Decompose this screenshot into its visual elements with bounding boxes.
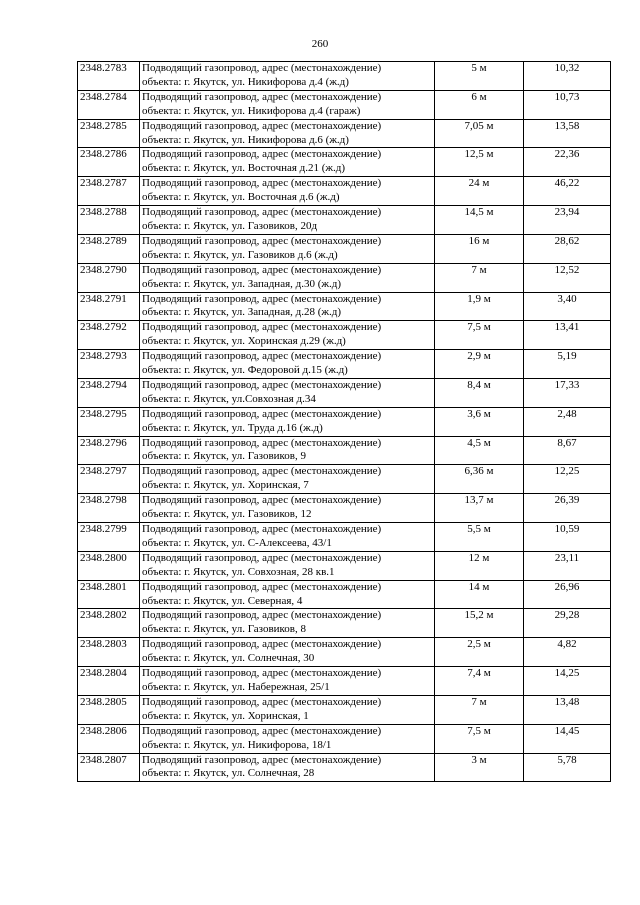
object-description-cell [140,638,435,667]
table-row [78,177,611,206]
length-cell: 15,2 м [435,609,524,638]
description-line-1: Подводящий газопровод, адрес (местонахождение) [142,177,382,190]
registry-table-body [78,62,611,782]
description-line-1: Подводящий газопровод, адрес (местонахождение) [142,580,382,593]
object-description-cell [140,724,435,753]
description-line-2: объекта: г. Якутск, ул. Газовиков, 9 [142,450,307,463]
table-row [78,609,611,638]
table-row [78,494,611,523]
description-line-1: Подводящий газопровод, адрес (местонахождение) [142,609,382,622]
object-description-cell [140,119,435,148]
object-description-cell [140,62,435,91]
description-line-2: объекта: г. Якутск, ул. Восточная д.6 (ж.д) [142,191,340,204]
registry-number-cell: 2348.2806 [78,724,140,753]
object-description-cell [140,551,435,580]
registry-number-cell: 2348.2790 [78,263,140,292]
description-line-1: Подводящий газопровод, адрес (местонахождение) [142,695,382,708]
value-cell: 10,32 [524,62,611,91]
value-cell: 5,19 [524,350,611,379]
table-row [78,292,611,321]
description-line-2: объекта: г. Якутск, ул. Федоровой д.15 (ж.д) [142,364,348,377]
value-cell: 13,41 [524,321,611,350]
value-cell: 10,73 [524,90,611,119]
length-cell: 7,05 м [435,119,524,148]
description-line-1: Подводящий газопровод, адрес (местонахождение) [142,753,382,766]
value-cell: 22,36 [524,148,611,177]
registry-number-cell: 2348.2788 [78,206,140,235]
table-row [78,119,611,148]
length-cell: 8,4 м [435,378,524,407]
description-line-1: Подводящий газопровод, адрес (местонахождение) [142,119,382,132]
length-cell: 5,5 м [435,523,524,552]
description-line-2: объекта: г. Якутск, ул. Газовиков, 20д [142,219,318,232]
registry-number-cell: 2348.2797 [78,465,140,494]
table-row [78,523,611,552]
description-line-1: Подводящий газопровод, адрес (местонахождение) [142,638,382,651]
length-cell: 12,5 м [435,148,524,177]
object-description-cell [140,436,435,465]
registry-number-cell: 2348.2796 [78,436,140,465]
description-line-2: объекта: г. Якутск, ул. Хоринская, 7 [142,479,309,492]
description-line-2: объекта: г. Якутск, ул. Труда д.16 (ж.д) [142,421,323,434]
object-description-cell [140,407,435,436]
table-row [78,263,611,292]
length-cell: 14 м [435,580,524,609]
length-cell: 13,7 м [435,494,524,523]
object-description-cell [140,378,435,407]
description-line-2: объекта: г. Якутск, ул. Никифорова д.4 (гараж) [142,104,361,117]
description-line-2: объекта: г. Якутск, ул. Совхозная, 28 кв.1 [142,565,335,578]
description-line-1: Подводящий газопровод, адрес (местонахождение) [142,62,382,74]
description-line-2: объекта: г. Якутск, ул. Никифорова д.4 (ж.д) [142,75,349,88]
table-row [78,321,611,350]
object-description-cell [140,292,435,321]
registry-number-cell: 2348.2800 [78,551,140,580]
description-line-2: объекта: г. Якутск, ул. Солнечная, 28 [142,767,315,780]
table-row [78,465,611,494]
length-cell: 6,36 м [435,465,524,494]
description-line-2: объекта: г. Якутск, ул. Набережная, 25/1 [142,680,330,693]
registry-number-cell: 2348.2799 [78,523,140,552]
value-cell: 10,59 [524,523,611,552]
table-row [78,148,611,177]
registry-number-cell: 2348.2784 [78,90,140,119]
registry-number-cell: 2348.2795 [78,407,140,436]
registry-number-cell: 2348.2785 [78,119,140,148]
registry-number-cell: 2348.2803 [78,638,140,667]
object-description-cell [140,350,435,379]
registry-number-cell: 2348.2798 [78,494,140,523]
table-row [78,378,611,407]
length-cell: 5 м [435,62,524,91]
length-cell: 2,5 м [435,638,524,667]
table-row [78,90,611,119]
length-cell: 7 м [435,263,524,292]
description-line-1: Подводящий газопровод, адрес (местонахождение) [142,407,382,420]
length-cell: 16 м [435,234,524,263]
table-row [78,407,611,436]
registry-number-cell: 2348.2805 [78,695,140,724]
registry-number-cell: 2348.2787 [78,177,140,206]
description-line-2: объекта: г. Якутск, ул. Западная, д.30 (ж.д) [142,277,342,290]
object-description-cell [140,321,435,350]
description-line-1: Подводящий газопровод, адрес (местонахождение) [142,494,382,507]
value-cell: 5,78 [524,753,611,782]
registry-number-cell: 2348.2786 [78,148,140,177]
length-cell: 3 м [435,753,524,782]
object-description-cell [140,494,435,523]
value-cell: 12,25 [524,465,611,494]
object-description-cell [140,90,435,119]
object-description-cell [140,580,435,609]
value-cell: 4,82 [524,638,611,667]
description-line-1: Подводящий газопровод, адрес (местонахождение) [142,465,382,478]
registry-number-cell: 2348.2802 [78,609,140,638]
registry-number-cell: 2348.2801 [78,580,140,609]
length-cell: 3,6 м [435,407,524,436]
value-cell: 17,33 [524,378,611,407]
description-line-2: объекта: г. Якутск, ул. С-Алексеева, 43/1 [142,536,332,549]
table-row [78,62,611,91]
value-cell: 26,96 [524,580,611,609]
value-cell: 14,45 [524,724,611,753]
length-cell: 6 м [435,90,524,119]
value-cell: 3,40 [524,292,611,321]
description-line-2: объекта: г. Якутск, ул. Газовиков, 12 [142,508,312,521]
description-line-2: объекта: г. Якутск, ул. Газовиков, 8 [142,623,307,636]
description-line-1: Подводящий газопровод, адрес (местонахождение) [142,350,382,363]
description-line-1: Подводящий газопровод, адрес (местонахождение) [142,523,382,535]
object-description-cell [140,667,435,696]
length-cell: 14,5 м [435,206,524,235]
description-line-1: Подводящий газопровод, адрес (местонахождение) [142,234,382,247]
table-row [78,206,611,235]
value-cell: 23,11 [524,551,611,580]
registry-number-cell: 2348.2783 [78,62,140,91]
value-cell: 14,25 [524,667,611,696]
length-cell: 2,9 м [435,350,524,379]
registry-table [77,61,611,782]
object-description-cell [140,465,435,494]
object-description-cell [140,206,435,235]
description-line-2: объекта: г. Якутск, ул. Хоринская д.29 (ж.д) [142,335,346,348]
value-cell: 2,48 [524,407,611,436]
registry-number-cell: 2348.2793 [78,350,140,379]
table-row [78,551,611,580]
description-line-1: Подводящий газопровод, адрес (местонахождение) [142,206,382,219]
length-cell: 7,4 м [435,667,524,696]
value-cell: 13,48 [524,695,611,724]
object-description-cell [140,523,435,552]
length-cell: 4,5 м [435,436,524,465]
description-line-1: Подводящий газопровод, адрес (местонахождение) [142,378,382,391]
registry-number-cell: 2348.2807 [78,753,140,782]
table-row [78,436,611,465]
value-cell: 8,67 [524,436,611,465]
description-line-2: объекта: г. Якутск, ул. Западная, д.28 (ж.д) [142,306,342,319]
length-cell: 12 м [435,551,524,580]
value-cell: 13,58 [524,119,611,148]
value-cell: 12,52 [524,263,611,292]
description-line-1: Подводящий газопровод, адрес (местонахождение) [142,551,382,564]
object-description-cell [140,234,435,263]
description-line-1: Подводящий газопровод, адрес (местонахождение) [142,90,382,103]
object-description-cell [140,148,435,177]
length-cell: 7 м [435,695,524,724]
table-row [78,724,611,753]
object-description-cell [140,753,435,782]
length-cell: 7,5 м [435,321,524,350]
description-line-2: объекта: г. Якутск, ул.Совхозная д.34 [142,392,316,405]
table-row [78,695,611,724]
table-row [78,234,611,263]
value-cell: 23,94 [524,206,611,235]
object-description-cell [140,177,435,206]
description-line-1: Подводящий газопровод, адрес (местонахождение) [142,436,382,449]
description-line-2: объекта: г. Якутск, ул. Северная, 4 [142,594,303,607]
value-cell: 29,28 [524,609,611,638]
registry-number-cell: 2348.2794 [78,378,140,407]
page-number: 260 [311,38,329,50]
description-line-2: объекта: г. Якутск, ул. Восточная д.21 (ж.д) [142,162,346,175]
length-cell: 24 м [435,177,524,206]
table-row [78,580,611,609]
description-line-1: Подводящий газопровод, адрес (местонахождение) [142,292,382,305]
description-line-2: объекта: г. Якутск, ул. Хоринская, 1 [142,709,309,722]
registry-number-cell: 2348.2791 [78,292,140,321]
object-description-cell [140,609,435,638]
description-line-1: Подводящий газопровод, адрес (местонахождение) [142,148,382,161]
registry-number-cell: 2348.2789 [78,234,140,263]
table-row [78,638,611,667]
value-cell: 28,62 [524,234,611,263]
value-cell: 26,39 [524,494,611,523]
table-row [78,667,611,696]
object-description-cell [140,263,435,292]
registry-number-cell: 2348.2792 [78,321,140,350]
object-description-cell [140,695,435,724]
description-line-1: Подводящий газопровод, адрес (местонахождение) [142,724,382,737]
length-cell: 1,9 м [435,292,524,321]
description-line-2: объекта: г. Якутск, ул. Никифорова, 18/1 [142,738,332,751]
description-line-1: Подводящий газопровод, адрес (местонахождение) [142,263,382,276]
description-line-2: объекта: г. Якутск, ул. Солнечная, 30 [142,652,315,665]
table-row [78,753,611,782]
value-cell: 46,22 [524,177,611,206]
description-line-2: объекта: г. Якутск, ул. Газовиков д.6 (ж.д) [142,248,338,261]
description-line-2: объекта: г. Якутск, ул. Никифорова д.6 (ж.д) [142,133,349,146]
description-line-1: Подводящий газопровод, адрес (местонахождение) [142,667,382,680]
table-row [78,350,611,379]
registry-number-cell: 2348.2804 [78,667,140,696]
length-cell: 7,5 м [435,724,524,753]
description-line-1: Подводящий газопровод, адрес (местонахождение) [142,321,382,334]
